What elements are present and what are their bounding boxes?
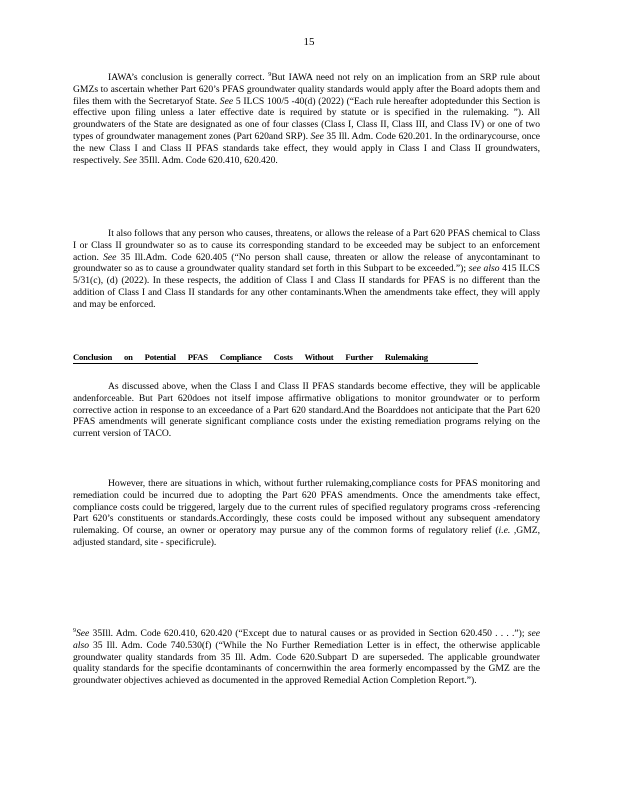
- paragraph-discussion: [73, 381, 540, 440]
- footnote-reference: 9: [268, 71, 272, 78]
- paragraph-text: ,GMZ, adjusted standard, site - specificrule).: [73, 525, 541, 548]
- footnote-text: 35 Ill. Adm. Code 740.530(f) (“While the No Further Remediation Letter is in effect, the otherwise applicable groundwater quality standards from 35 Ill. Adm. Code 620.Subpart D are superseded. The applicable groundwater quality standards for the specifie dcontaminants of concernwithin the area formerly encompassed by the GMZ are the groundwater objectives achieved as documented in the approved Remedial Action Completion Report.”).: [73, 639, 540, 687]
- paragraph-text: It also follows that any person who causes, threatens, or allows the release of a Part 620 PFAS chemical to Class I or Class II groundwater so as to cause its corresponding standard to be exceeded may be subject to an enforcement action.: [73, 228, 540, 263]
- paragraph-text: 35Ill. Adm. Code 620.410, 620.420.: [136, 154, 278, 166]
- paragraph-text: 35 Ill.Adm. Code 620.405 (“No person shall cause, threaten or allow the release of anycontaminant to groundwater so as to cause a groundwater quality standard set forth in this Subpart to be exceeded.”);: [73, 251, 540, 275]
- paragraph-text: 415 ILCS 5/31(c), (d) (2022). In these respects, the addition of Class I and Class II standards for PFAS is no different than the addition of Class I and Class II standards for any other contaminants.When the amendments take effect, they will apply and may be enforced.: [73, 263, 540, 310]
- paragraph-text: IAWA’s conclusion is generally correct.: [108, 72, 269, 83]
- citation-signal: see also: [73, 628, 540, 651]
- citation-signal: See: [123, 154, 137, 166]
- footnote-marker: 9: [73, 627, 76, 634]
- citation-signal: see also: [468, 263, 500, 275]
- paragraph-text: As discussed above, when the Class I and Class II PFAS standards become effective, they will be applicable andenforceable. But Part 620does not itself impose affirmative obligations to monitor groundwater or to perform corrective action in response to an exceedance of a Part 620 standard.And the Boarddoes not anticipate that the Part 620 PFAS amendments will generate significant compliance costs under the existing remediation programs relying on the current version of TACO.: [73, 381, 540, 440]
- paragraph-compliance-costs: [73, 478, 540, 549]
- paragraph-text: But IAWA need not rely on an implication from an SRP rule about GMZs to ascertain whether Part 620’s PFAS groundwater quality standards would apply after the Board adopts them and files them with the Secretaryof State.: [73, 72, 541, 107]
- citation-signal: See: [76, 628, 90, 639]
- section-heading: Conclusion on Potential PFAS Compliance Costs Without Further Rulemaking: [73, 352, 478, 364]
- footnote: [73, 628, 540, 687]
- footnote-text: 35Ill. Adm. Code 620.410, 620.420 (“Except due to natural causes or as provided in Section 620.450 . . . .”);: [89, 628, 528, 639]
- paragraph-enforcement: [73, 228, 540, 311]
- citation-signal: See: [219, 95, 234, 107]
- paragraph-text: 35 Ill. Adm. Code 620.201. In the ordinarycourse, once the new Class I and Class II PFAS standards take effect, they would apply in Class I and Class II groundwaters, respectively.: [73, 130, 540, 166]
- paragraph-text: 5 ILCS 100/5 -40(d) (2022) (“Each rule hereafter adoptedunder this Section is effective upon filing unless a later effective date is required by statute or is specified in the rulemaking. ”). All groundwaters of the State are designated as one of four classes (Class I, Class II, Class III, and Class IV) or one of two types of groundwater management zones (Part 620and SRP).: [73, 95, 540, 142]
- citation-signal: See: [103, 251, 117, 263]
- paragraph-text: However, there are situations in which, without further rulemaking,compliance costs for PFAS monitoring and remediation could be incurred due to adopting the Part 620 PFAS amendments. Once the amendments take effect, compliance costs could be triggered, largely due to the current rules of specified regulatory programs cross -referencing Part 620’s constituents or standards.Accordingly, these costs could be imposed without any subsequent amendatory rulemaking. Of course, an owner or operatory may pursue any of the common forms of regulatory relief (: [73, 478, 540, 537]
- citation-signal: i.e.: [498, 525, 511, 537]
- citation-signal: See: [310, 130, 324, 142]
- paragraph-iawa-conclusion: [73, 72, 540, 166]
- page-number: 15: [303, 36, 315, 48]
